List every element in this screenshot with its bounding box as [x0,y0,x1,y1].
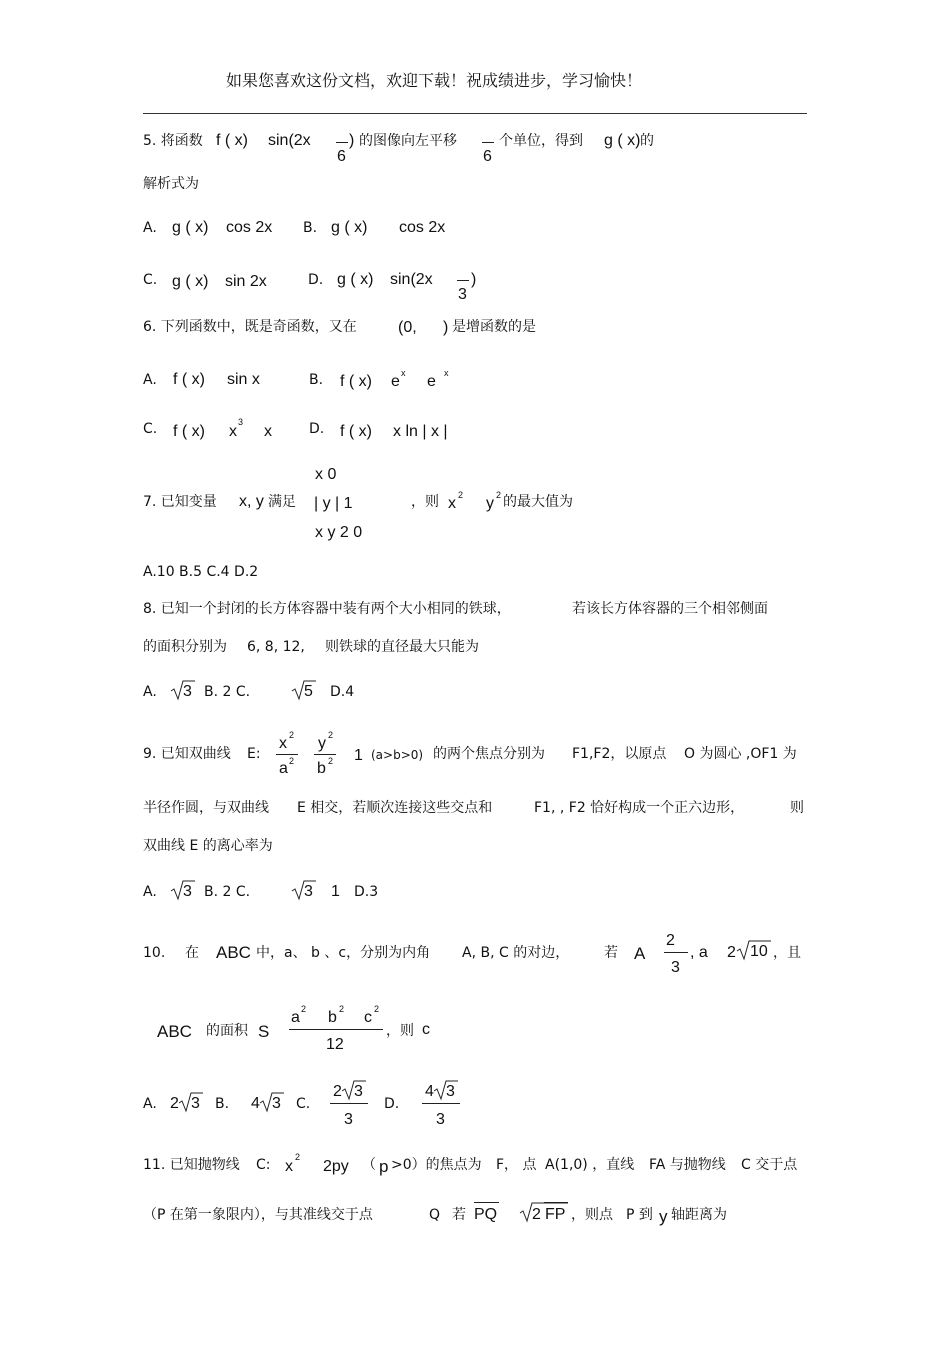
q6-option-d-label: D. [309,421,325,437]
q9-line3: 双曲线 E 的离心率为 [143,838,273,854]
q5-fraction-bar [336,142,348,143]
q6-option-d-f: f ( x) [340,423,372,440]
q9-option-c-radicand: 3 [304,883,313,900]
q7-satisfy: 满足 [268,494,296,510]
q10-area-frac-bar [289,1029,383,1030]
q10-option-b-radicand: 3 [272,1095,281,1112]
q10-option-d-coef: 4 [425,1083,434,1100]
q9-cond: (a>b>0) [371,748,424,762]
q8-line2a: 的面积分别为 [143,639,227,655]
q11-tail: C 交于点 [741,1157,798,1173]
q5-six2: 6 [483,148,492,165]
q5-option-d-value: sin(2x [390,271,433,288]
q8-option-bc-label: B. 2 C. [204,684,251,700]
q10-option-d-label: D. [384,1096,400,1112]
q8-option-c-radicand: 5 [304,683,313,700]
q5-option-b-g: g ( x) [331,219,368,236]
q10-a: a [291,1009,300,1026]
q10-b-exp: 2 [339,1004,345,1014]
q5-option-c-label: C. [143,272,158,288]
q5-f: f ( x) [216,132,248,149]
q6-option-c-exp: 3 [238,417,244,427]
q6-option-c-x2: x [264,423,272,440]
header-banner: 如果您喜欢这份文档，欢迎下载！祝成绩进步，学习愉快！ [226,71,643,90]
q10-S: S [258,1022,270,1041]
q7-x: x [448,495,456,512]
q9-b: b [317,760,326,777]
q10-c-exp: 2 [374,1004,380,1014]
q9-one: 1 [354,747,363,764]
q10-abc2: ABC [157,1022,192,1041]
q9-option-c-one: 1 [331,883,340,900]
q6-option-d-value: x ln | x | [393,423,448,440]
q7-y-exp: 2 [496,490,502,500]
vector-arrow-icon [544,1202,568,1203]
q10-c-answer: c [422,1021,430,1038]
q6-close: ) [443,319,449,336]
q10-option-d-radicand: 3 [446,1083,455,1100]
q6-option-c-f: f ( x) [173,423,205,440]
q7-constraint-2: | y | 1 [314,495,353,512]
q11-P: P 到 [626,1207,653,1223]
q5-option-a-g: g ( x) [172,219,209,236]
q9-option-a-radicand: 3 [183,883,192,900]
q11-PQ: PQ [474,1206,498,1223]
q6-option-b-label: B. [309,372,324,388]
q9-lead: 9. 已知双曲线 [143,746,231,762]
vector-arrow-icon [474,1202,499,1203]
q9-line2d: 则 [790,800,804,816]
q10-ten: 10 [750,943,768,960]
q9-option-a-label: A. [143,884,157,900]
header-divider [143,113,807,114]
q10-option-a-label: A. [143,1096,157,1112]
q5-d-fraction-bar [457,280,469,281]
q11-2py: 2py [323,1158,349,1175]
q10-zai: 在 [185,945,199,961]
q9-y: y [318,735,326,752]
q9-b-exp: 2 [328,756,334,766]
q5-option-d-g: g ( x) [337,271,374,288]
q10-number: 10. [143,945,166,961]
q6-option-b-e1: e [391,373,400,390]
q8-line1b: 若该长方体容器的三个相邻侧面 [572,601,768,617]
q6-option-a-label: A. [143,372,157,388]
q6-option-b-f: f ( x) [340,373,372,390]
q10-comma-a: , a [690,944,708,961]
q10-b: b [328,1009,337,1026]
q6-option-a-value: sin x [227,371,260,388]
q6-option-b-exp1: x [401,368,406,378]
q10-option-b-coef: 4 [251,1095,260,1112]
q9-line2a: 半径作圆，与双曲线 [143,800,269,816]
q9-a: a [279,760,288,777]
q11-ruo: 若 [452,1207,466,1223]
q5-mid: 的图像向左平移 [359,133,457,149]
q6-option-c-x: x [229,423,237,440]
q11-A: A(1,0) ，直线 [545,1157,635,1173]
q9-frac-bar-1 [276,754,298,755]
q5-option-b-value: cos 2x [399,219,446,236]
q9-E: E: [247,746,261,762]
q5-line2: 解析式为 [143,176,199,192]
q11-x-exp: 2 [295,1152,301,1162]
q6-option-b-e2: e [427,373,436,390]
q10-area: 的面积 [206,1023,248,1039]
q9-a-exp: 2 [289,756,295,766]
q8-option-a-label: A. [143,684,157,700]
q11-y: y [659,1207,668,1226]
q11-FP: FP [545,1206,566,1223]
q10-option-c-radicand: 3 [354,1083,363,1100]
q5-mid2: 个单位，得到 [499,133,583,149]
q10-option-c-label: C. [296,1096,311,1112]
q6-tail: 是增函数的是 [452,319,536,335]
q9-x: x [279,735,287,752]
q11-line2a: （P 在第一象限内），与其准线交于点 [143,1207,373,1223]
q10-then: ，则 [386,1023,414,1039]
q6-option-b-exp2: x [444,368,449,378]
q11-tail2: 轴距离为 [671,1207,727,1223]
q8-line2c: 则铁球的直径最大只能为 [325,639,479,655]
q7-xy: x, y [239,493,264,510]
q5-option-d-paren: ) [471,271,477,288]
q11-p: p [379,1157,389,1176]
q5-option-c-value: sin 2x [225,273,267,290]
q7-constraint-3: x y 2 0 [315,524,363,541]
q8-option-d: D.4 [330,684,355,700]
q9-line2b: E 相交，若顺次连接这些交点和 [297,800,493,816]
q9-line2c: F1, , F2 恰好构成一个正六边形， [534,800,745,816]
q10-a-exp: 2 [301,1004,307,1014]
q5-de: 的 [640,133,654,149]
q5-lead: 5. 将函数 [143,133,203,149]
q5-g: g ( x) [604,132,641,149]
q6-option-c-label: C. [143,421,158,437]
q10-option-c-denom: 3 [344,1111,353,1128]
q6-option-a-f: f ( x) [173,371,205,388]
q6-lead: 6. 下列函数中，既是奇函数，又在 [143,319,357,335]
q11-lparen: （ [362,1157,376,1173]
q10-option-c-bar [330,1103,368,1104]
q5-option-a-label: A. [143,220,157,236]
q10-twelve: 12 [326,1036,344,1053]
q10-three: 3 [671,959,680,976]
q10-A: A [634,944,646,963]
q10-frac-bar [664,952,688,953]
q7-y: y [486,495,494,512]
q11-x: x [285,1158,293,1175]
q10-option-a-radicand: 3 [191,1095,200,1112]
q8-option-a-radicand: 3 [183,683,192,700]
q10-ruo: 若 [604,945,618,961]
q5-option-d-label: D. [308,272,324,288]
q7-tail: 的最大值为 [503,494,573,510]
q5-fraction-bar2 [482,142,494,143]
q8-line1a: 8. 已知一个封闭的长方体容器中装有两个大小相同的铁球， [143,601,511,617]
q10-option-d-bar [422,1103,460,1104]
q11-F: F， 点 [496,1157,537,1173]
q10-c: c [364,1009,372,1026]
q9-origin: O 为圆心 ,OF1 为 [684,746,797,762]
q5-paren: ) [349,132,355,149]
q10-two: 2 [666,932,675,949]
q5-six1: 6 [337,148,346,165]
q5-option-c-g: g ( x) [172,273,209,290]
q7-constraint-1: x 0 [315,466,337,483]
q10-qie: ，且 [773,945,801,961]
q10-option-d-denom: 3 [436,1111,445,1128]
q10-two2: 2 [727,944,736,961]
q5-option-b-label: B. [303,220,318,236]
q11-then: ，则点 [571,1207,613,1223]
q9-frac-bar-2 [314,754,336,755]
q9-option-d: D.3 [354,884,379,900]
q9-line1b: 的两个焦点分别为 [433,746,545,762]
q5-option-d-three: 3 [458,286,467,303]
q11-C: C: [256,1157,271,1173]
q11-FA: FA 与抛物线 [649,1157,726,1173]
q9-x-exp: 2 [289,730,295,740]
q9-foci: F1,F2，以原点 [572,746,667,762]
q5-option-a-value: cos 2x [226,219,273,236]
q7-options: A.10 B.5 C.4 D.2 [143,564,259,580]
q10-option-c-coef: 2 [333,1083,342,1100]
q10-option-b-label: B. [215,1096,230,1112]
q9-y-exp: 2 [328,730,334,740]
q10-angles: A, B, C 的对边， [462,945,570,961]
q8-line2b: 6, 8, 12, [247,639,305,655]
q11-two: 2 [532,1206,541,1223]
q7-then: ，则 [411,494,439,510]
q6-interval: (0, [398,319,417,336]
q10-option-a-coef: 2 [170,1095,179,1112]
q11-cond: >0）的焦点为 [391,1157,482,1173]
q7-lead: 7. 已知变量 [143,494,217,510]
q11-lead: 11. 已知抛物线 [143,1157,240,1173]
q7-x-exp: 2 [458,490,464,500]
q11-Q: Q [429,1207,441,1223]
q10-abc: ABC [216,943,251,962]
q10-line1: 中，a、 b 、c，分别为内角 [256,945,431,961]
q5-sin: sin(2x [268,132,311,149]
q9-option-bc-label: B. 2 C. [204,884,251,900]
